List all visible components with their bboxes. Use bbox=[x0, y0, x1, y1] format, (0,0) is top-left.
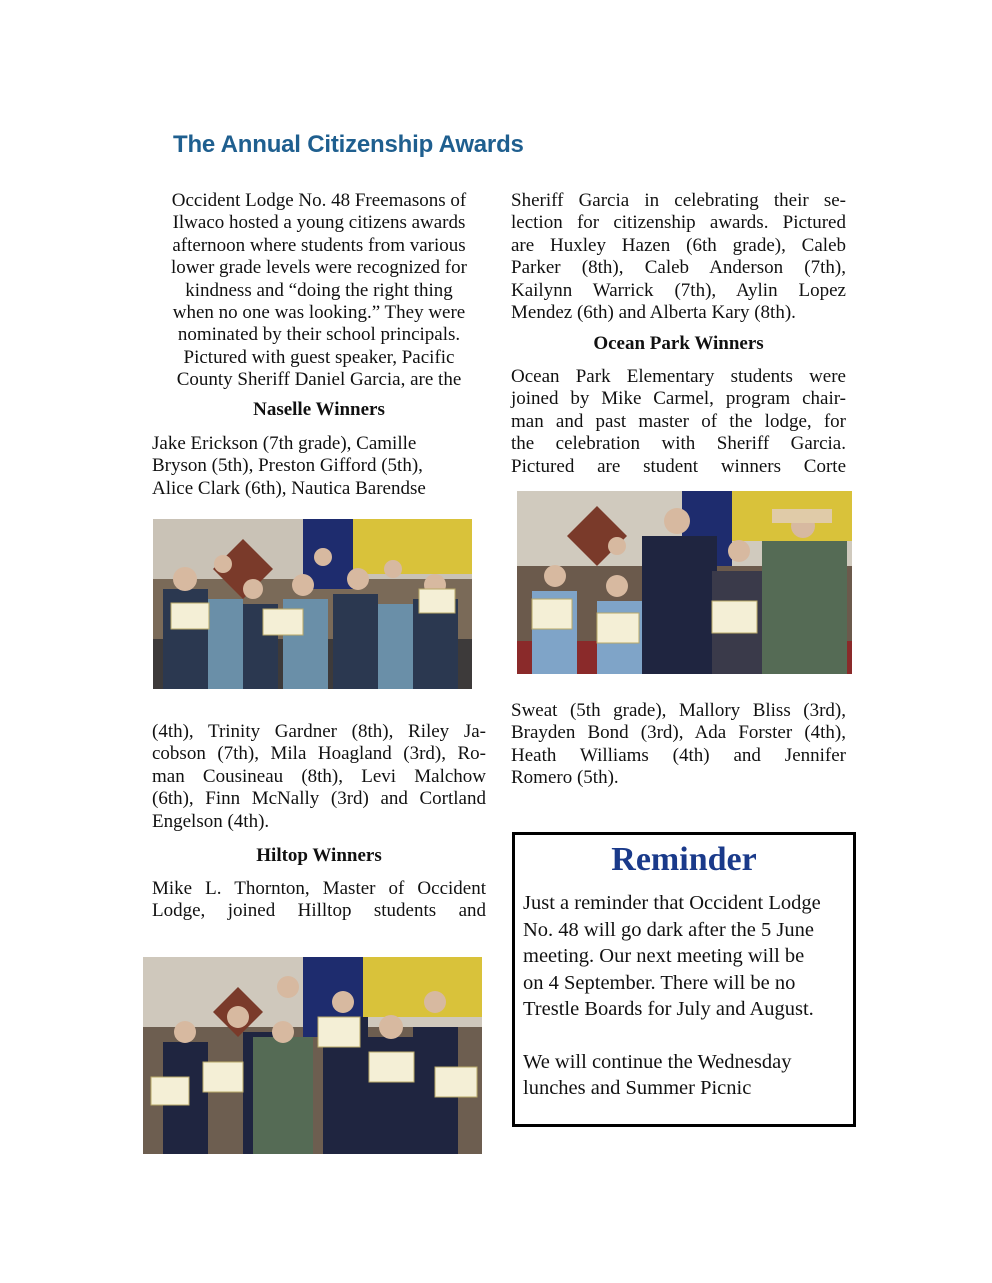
hilltop-group-photo bbox=[143, 957, 482, 1154]
text-line: Kailynn Warrick (7th), Aylin Lopez bbox=[511, 279, 846, 301]
text-line: lection for citizenship awards. Pictured bbox=[511, 212, 846, 234]
text-line: Alice Clark (6th), Nautica Barendse bbox=[152, 477, 426, 499]
naselle-group-photo bbox=[153, 519, 472, 689]
text-line: Just a reminder that Occident Lodge bbox=[523, 892, 821, 914]
text-line: Engelson (4th). bbox=[152, 810, 270, 832]
naselle-paragraph-a bbox=[152, 433, 486, 500]
text-line: Pictured are student winners Corte bbox=[511, 455, 846, 477]
text-line: man Cousineau (8th), Levi Malchow bbox=[152, 765, 486, 787]
text-line: Trestle Boards for July and August. bbox=[523, 998, 814, 1020]
ocean-park-group-photo bbox=[517, 491, 852, 674]
text-line: No. 48 will go dark after the 5 June bbox=[523, 918, 814, 941]
text-line: afternoon where students from various bbox=[172, 234, 466, 256]
text-line: (6th), Finn McNally (3rd) and Cortland bbox=[152, 788, 486, 810]
text-line: Ilwaco hosted a young citizens awards bbox=[172, 212, 466, 234]
text-line: Romero (5th). bbox=[511, 767, 619, 789]
text-line: the celebration with Sheriff Garcia. bbox=[511, 433, 846, 455]
hiltop-paragraph bbox=[152, 878, 486, 923]
text-line: man and past master of the lodge, for bbox=[511, 410, 846, 432]
hiltop-heading: Hiltop Winners bbox=[256, 845, 382, 866]
hilltop-continued-paragraph bbox=[511, 190, 846, 324]
reminder-box bbox=[512, 832, 856, 1127]
text-line: nominated by their school principals. bbox=[177, 324, 461, 346]
text-line: (4th), Trinity Gardner (8th), Riley Ja- bbox=[152, 721, 486, 742]
reminder-body bbox=[523, 890, 847, 1102]
text-line: Bryson (5th), Preston Gifford (5th), bbox=[152, 455, 423, 477]
text-line: County Sheriff Daniel Garcia, are the bbox=[176, 369, 462, 391]
reminder-title: Reminder bbox=[611, 841, 757, 878]
ocean-park-heading: Ocean Park Winners bbox=[593, 333, 764, 354]
text-line: Occident Lodge No. 48 Freemasons of bbox=[171, 190, 467, 211]
text-line: Lodge, joined Hilltop students and bbox=[152, 900, 486, 922]
text-line: Mendez (6th) and Alberta Kary (8th). bbox=[511, 302, 796, 324]
ocean-park-paragraph-a bbox=[511, 366, 846, 478]
text-line: kindness and “doing the right thing bbox=[185, 279, 453, 301]
text-line: Pictured with guest speaker, Pacific bbox=[183, 346, 455, 368]
text-line: Parker (8th), Caleb Anderson (7th), bbox=[511, 257, 846, 279]
article-title: The Annual Citizenship Awards bbox=[173, 131, 524, 158]
naselle-paragraph-b bbox=[152, 721, 486, 833]
text-line: lunches and Summer Picnic bbox=[523, 1077, 752, 1099]
text-line: Sheriff Garcia in celebrating their se- bbox=[511, 190, 846, 211]
text-line: on 4 September. There will be no bbox=[523, 971, 796, 994]
text-line: Sweat (5th grade), Mallory Bliss (3rd), bbox=[511, 700, 846, 721]
text-line: when no one was looking.” They were bbox=[172, 302, 466, 324]
ocean-park-paragraph-b bbox=[511, 700, 846, 790]
intro-paragraph bbox=[152, 190, 486, 392]
text-line: We will continue the Wednesday bbox=[523, 1050, 792, 1073]
text-line: Heath Williams (4th) and Jennifer bbox=[511, 744, 846, 766]
text-line: Mike L. Thornton, Master of Occident bbox=[152, 878, 486, 899]
text-line: joined by Mike Carmel, program chair- bbox=[511, 388, 846, 410]
text-line: meeting. Our next meeting will be bbox=[523, 945, 805, 967]
text-line: Brayden Bond (3rd), Ada Forster (4th), bbox=[511, 722, 846, 744]
naselle-heading: Naselle Winners bbox=[253, 399, 385, 420]
text-line: Ocean Park Elementary students were bbox=[511, 366, 846, 387]
text-line: cobson (7th), Mila Hoagland (3rd), Ro- bbox=[152, 743, 486, 765]
text-line: lower grade levels were recognized for bbox=[171, 257, 467, 279]
text-line: are Huxley Hazen (6th grade), Caleb bbox=[511, 234, 846, 256]
text-line: Jake Erickson (7th grade), Camille bbox=[152, 433, 417, 454]
